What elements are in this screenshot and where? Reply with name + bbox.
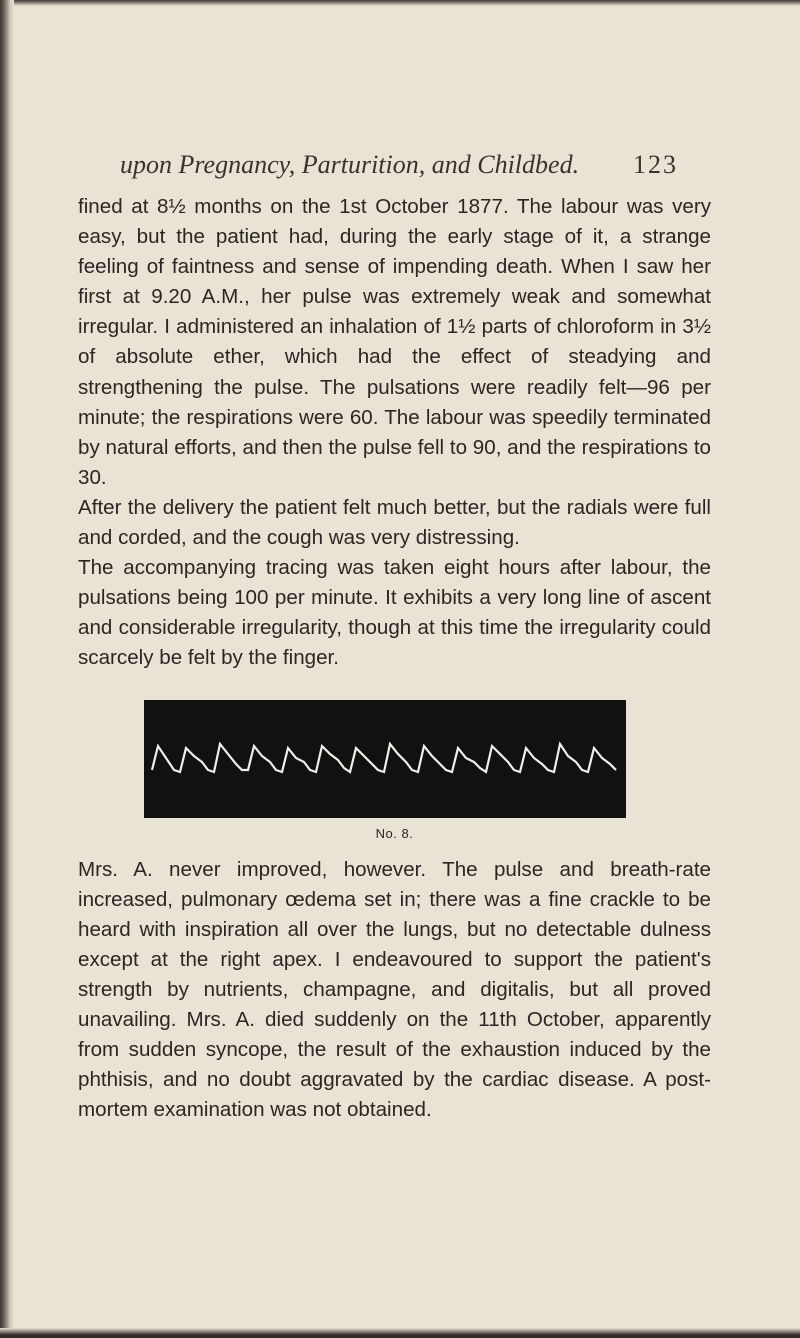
page-number: 123: [633, 150, 678, 179]
running-head: [120, 150, 678, 186]
figure-label: No. 8.: [375, 825, 414, 841]
book-spine-shadow: [0, 0, 14, 1338]
paragraph-1: fined at 8½ months on the 1st October 1877. The labour was very easy, but the patient had, during the early stage of it, a strange feeling of faintness and sense of impending death. When I saw her first at 9.20 A.M., her pulse was extremely weak and somewhat irregular. I administered an inhalation of 1½ parts of chloroform in 3½ of absolute ether, which had the effect of steadying and strengthening the pulse. The pulsations were readily felt—96 per minute; the respirations were 60. The labour was speedily terminated by natural efforts, and then the pulse fell to 90, and the respirations to 30.: [78, 195, 711, 489]
page-top-edge: [0, 0, 800, 6]
book-page: [78, 150, 711, 1125]
pulse-tracing-figure: [144, 700, 626, 818]
body-text: [78, 192, 711, 674]
running-head-title: upon Pregnancy, Parturition, and Childbed.: [120, 150, 580, 179]
body-text-after-figure: [78, 855, 711, 1126]
paragraph-2: After the delivery the patient felt much better, but the radials were full and corded, and the cough was very distressing.: [78, 495, 711, 550]
page-bottom-edge: [0, 1328, 800, 1338]
paragraph-4: Mrs. A. never improved, however. The pulse and breath-rate increased, pulmonary œdema set in; there was a fine crackle to be heard with inspiration all over the lungs, but no detectable dulness except at the right apex. I endeavoured to support the patient's strength by nutrients, champagne, and digitalis, but all proved unavailing. Mrs. A. died suddenly on the 11th October, apparently from sudden syncope, the result of the exhaustion induced by the phthisis, and no doubt aggravated by the cardiac disease. A post-mortem examination was not obtained.: [78, 857, 711, 1122]
pulse-tracing-line: [152, 744, 616, 772]
pulse-tracing-svg: [144, 700, 626, 818]
paragraph-3: The accompanying tracing was taken eight hours after labour, the pulsations being 100 per minute. It exhibits a very long line of ascent and considerable irregularity, though at this time the irregularity could scarcely be felt by the finger.: [78, 556, 711, 670]
